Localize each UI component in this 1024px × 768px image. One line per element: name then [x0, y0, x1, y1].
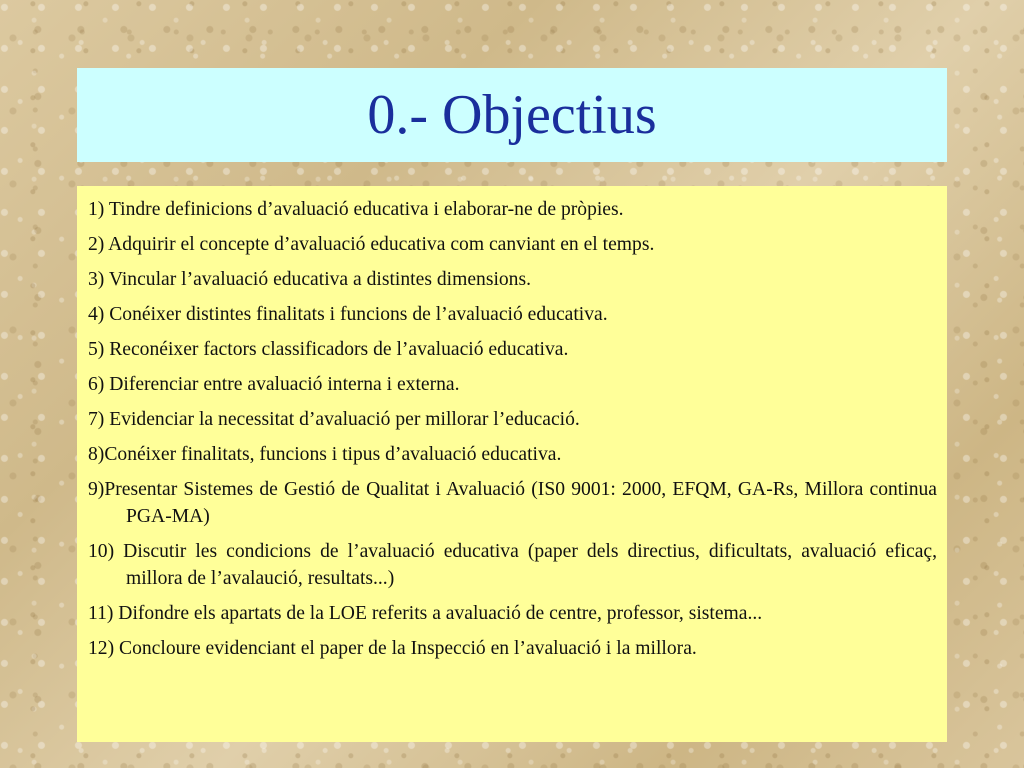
- objective-item-8: 8)Conéixer finalitats, funcions i tipus d’avaluació educativa.: [88, 444, 562, 465]
- objective-item-3: 3) Vincular l’avaluació educativa a distintes dimensions.: [88, 269, 532, 290]
- objective-item-12: 12) Concloure evidenciant el paper de la Inspecció en l’avaluació i la millora.: [88, 638, 697, 659]
- objectives-box: [77, 186, 947, 742]
- objective-item-2: 2) Adquirir el concepte d’avaluació educativa com canviant en el temps.: [88, 234, 655, 255]
- title-box: [77, 68, 947, 162]
- slide-title: 0.- Objectius: [367, 84, 657, 146]
- objective-item-1: 1) Tindre definicions d’avaluació educativa i elaborar-ne de pròpies.: [88, 199, 624, 220]
- objectives-list: [88, 196, 937, 662]
- objective-item-5: 5) Reconéixer factors classificadors de l’avaluació educativa.: [88, 339, 569, 360]
- objective-item-10: 10) Discutir les condicions de l’avaluació educativa (paper dels directius, dificultats, avaluació eficaç, millora de l’avalaució, resultats...): [88, 541, 937, 589]
- objective-item-7: 7) Evidenciar la necessitat d’avaluació per millorar l’educació.: [88, 409, 580, 430]
- objective-item-9: 9)Presentar Sistemes de Gestió de Qualitat i Avaluació (IS0 9001: 2000, EFQM, GA-Rs, Millora continua PGA-MA): [88, 479, 937, 527]
- objective-item-6: 6) Diferenciar entre avaluació interna i externa.: [88, 374, 460, 395]
- objective-item-4: 4) Conéixer distintes finalitats i funcions de l’avaluació educativa.: [88, 304, 608, 325]
- objective-item-11: 11) Difondre els apartats de la LOE referits a avaluació de centre, professor, sistema...: [88, 603, 763, 624]
